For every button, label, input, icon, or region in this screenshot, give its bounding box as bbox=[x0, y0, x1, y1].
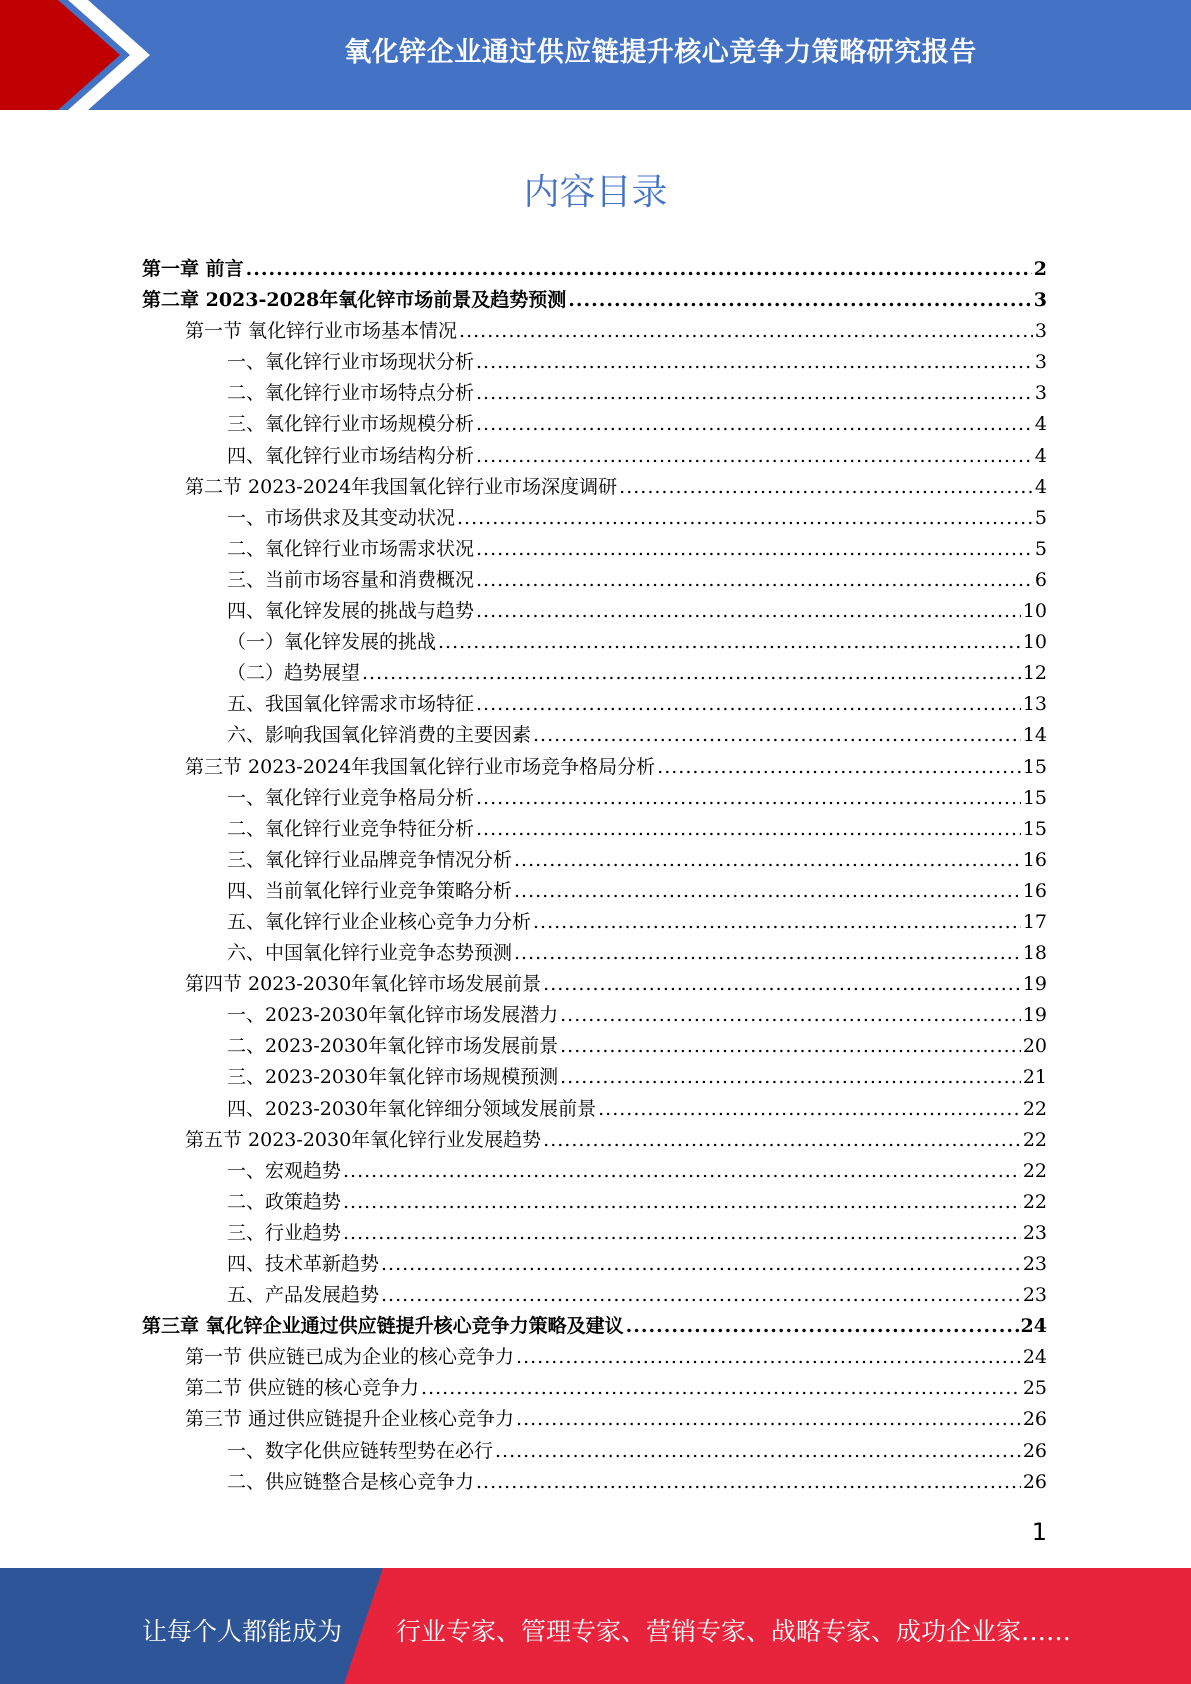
toc-entry-label: 二、氧化锌行业市场特点分析 bbox=[227, 382, 475, 405]
toc-leader-dots bbox=[476, 378, 1033, 409]
toc-entry-label: 第一节 氧化锌行业市场基本情况 bbox=[185, 320, 458, 343]
toc-entry[interactable] bbox=[142, 1156, 1047, 1187]
toc-leader-dots bbox=[438, 627, 1021, 658]
toc-leader-dots bbox=[476, 1467, 1021, 1498]
toc-leader-dots bbox=[514, 845, 1021, 876]
toc-leader-dots bbox=[568, 285, 1032, 316]
toc-entry-page: 3 bbox=[1034, 351, 1047, 374]
toc-entry-label: 五、我国氧化锌需求市场特征 bbox=[227, 693, 475, 716]
toc-entry[interactable] bbox=[142, 1094, 1047, 1125]
toc-entry-page: 22 bbox=[1022, 1190, 1047, 1213]
toc-entry-label: 二、供应链整合是核心竞争力 bbox=[227, 1470, 475, 1493]
toc-entry[interactable] bbox=[142, 1342, 1047, 1373]
toc-entry-page: 4 bbox=[1034, 444, 1047, 467]
toc-leader-dots bbox=[560, 1000, 1021, 1031]
toc-entry-label: 一、宏观趋势 bbox=[227, 1159, 342, 1182]
toc-entry[interactable] bbox=[142, 783, 1047, 814]
toc-leader-dots bbox=[533, 720, 1021, 751]
toc-leader-dots bbox=[533, 907, 1021, 938]
toc-entry-page: 25 bbox=[1022, 1377, 1047, 1400]
toc-leader-dots bbox=[657, 752, 1021, 783]
toc-entry-page: 23 bbox=[1022, 1253, 1047, 1275]
toc-leader-dots bbox=[343, 1156, 1021, 1187]
toc-entry-page: 15 bbox=[1022, 817, 1047, 840]
toc-leader-dots bbox=[343, 1218, 1021, 1249]
toc-entry-label: 五、产品发展趋势 bbox=[227, 1284, 380, 1307]
toc-entry[interactable] bbox=[142, 565, 1047, 596]
toc-entry-page: 19 bbox=[1022, 1004, 1047, 1027]
toc-entry[interactable] bbox=[142, 1404, 1047, 1435]
toc-leader-dots bbox=[476, 534, 1033, 565]
toc-entry-page: 15 bbox=[1022, 786, 1047, 809]
toc-entry[interactable] bbox=[142, 254, 1047, 285]
footer-slogan-right: 行业专家、管理专家、营销专家、战略专家、成功企业家…… bbox=[396, 1617, 1072, 1646]
toc-entry[interactable] bbox=[142, 1187, 1047, 1218]
toc-leader-dots bbox=[476, 409, 1033, 440]
toc-entry-page: 18 bbox=[1022, 942, 1047, 965]
toc-entry-label: 六、影响我国氧化锌消费的主要因素 bbox=[227, 724, 532, 747]
toc-entry-page: 26 bbox=[1022, 1408, 1047, 1431]
toc-leader-dots bbox=[362, 658, 1021, 689]
toc-entry[interactable] bbox=[142, 752, 1047, 783]
toc-entry[interactable] bbox=[142, 658, 1047, 689]
toc-entry-label: 四、氧化锌行业市场结构分析 bbox=[227, 444, 475, 467]
toc-entry-label: 一、氧化锌行业竞争格局分析 bbox=[227, 786, 475, 809]
toc-entry[interactable] bbox=[142, 1311, 1047, 1342]
toc-entry-page: 17 bbox=[1022, 910, 1047, 933]
toc-entry-label: 四、2023-2030年氧化锌细分领域发展前景 bbox=[227, 1097, 597, 1120]
toc-entry-page: 15 bbox=[1022, 755, 1047, 778]
toc-entry-page: 12 bbox=[1022, 662, 1047, 685]
toc-leader-dots bbox=[476, 596, 1021, 627]
toc-entry[interactable] bbox=[142, 1000, 1047, 1031]
toc-entry-label: 二、2023-2030年氧化锌市场发展前景 bbox=[227, 1035, 559, 1058]
toc-entry-label: 三、当前市场容量和消费概况 bbox=[227, 568, 475, 591]
toc-entry[interactable] bbox=[142, 1062, 1047, 1093]
toc-entry-label: 第四节 2023-2030年氧化锌市场发展前景 bbox=[185, 973, 542, 996]
toc-entry[interactable] bbox=[142, 1249, 1047, 1280]
toc-entry-page: 10 bbox=[1022, 600, 1047, 623]
toc-entry-page: 23 bbox=[1022, 1284, 1047, 1307]
toc-entry-label: 四、当前氧化锌行业竞争策略分析 bbox=[227, 879, 513, 902]
page-header bbox=[0, 0, 1191, 110]
toc-entry-page: 26 bbox=[1022, 1439, 1047, 1462]
toc-entry-label: 一、氧化锌行业市场现状分析 bbox=[227, 351, 475, 374]
toc-entry[interactable] bbox=[142, 534, 1047, 565]
toc-entry-page: 22 bbox=[1022, 1097, 1047, 1120]
toc-entry-label: 二、氧化锌行业市场需求状况 bbox=[227, 537, 475, 560]
toc-leader-dots bbox=[381, 1280, 1021, 1311]
toc-entry-page: 20 bbox=[1022, 1035, 1047, 1058]
toc-entry-label: 第二节 2023-2024年我国氧化锌行业市场深度调研 bbox=[185, 475, 618, 498]
toc-entry-page: 24 bbox=[1022, 1346, 1047, 1369]
toc-leader-dots bbox=[543, 969, 1021, 1000]
toc-leader-dots bbox=[495, 1436, 1021, 1467]
toc-entry-page: 5 bbox=[1034, 506, 1047, 529]
toc-entry[interactable] bbox=[142, 316, 1047, 347]
toc-entry[interactable] bbox=[142, 1125, 1047, 1156]
toc-leader-dots bbox=[476, 783, 1021, 814]
toc-entry-page: 5 bbox=[1034, 537, 1047, 560]
toc-entry-page: 24 bbox=[1020, 1315, 1047, 1338]
toc-entry-label: 三、行业趋势 bbox=[227, 1221, 342, 1244]
toc-entry-label: 一、数字化供应链转型势在必行 bbox=[227, 1439, 494, 1462]
toc-entry[interactable] bbox=[142, 472, 1047, 503]
toc-entry[interactable] bbox=[142, 907, 1047, 938]
toc-entry[interactable] bbox=[142, 1373, 1047, 1404]
toc-heading: 内容目录 bbox=[523, 172, 668, 213]
footer-slogan-left: 让每个人都能成为 bbox=[142, 1617, 343, 1646]
toc-entry-label: 一、市场供求及其变动状况 bbox=[227, 506, 456, 529]
toc-entry[interactable] bbox=[142, 596, 1047, 627]
toc-entry-page: 13 bbox=[1022, 693, 1047, 716]
toc-entry[interactable] bbox=[142, 347, 1047, 378]
toc-entry-label: 二、氧化锌行业竞争特征分析 bbox=[227, 817, 475, 840]
toc-entry-page: 16 bbox=[1022, 848, 1047, 871]
toc-leader-dots bbox=[421, 1373, 1021, 1404]
toc-entry-page: 10 bbox=[1022, 631, 1047, 654]
toc-entry[interactable] bbox=[142, 876, 1047, 907]
toc-entry-label: 三、氧化锌行业品牌竞争情况分析 bbox=[227, 848, 513, 871]
toc-entry-label: 第一章 前言 bbox=[142, 258, 244, 280]
toc-leader-dots bbox=[457, 503, 1033, 534]
toc-entry-page: 22 bbox=[1022, 1128, 1047, 1151]
toc-entry-label: 一、2023-2030年氧化锌市场发展潜力 bbox=[227, 1004, 559, 1027]
toc-leader-dots bbox=[476, 441, 1033, 472]
toc-leader-dots bbox=[516, 1342, 1021, 1373]
page-footer bbox=[0, 1568, 1191, 1684]
toc-leader-dots bbox=[246, 254, 1032, 285]
toc-entry-label: （二）趋势展望 bbox=[227, 662, 361, 685]
toc-entry-label: 六、中国氧化锌行业竞争态势预测 bbox=[227, 942, 513, 965]
toc-leader-dots bbox=[619, 472, 1033, 503]
toc-entry[interactable] bbox=[142, 969, 1047, 1000]
toc-entry[interactable] bbox=[142, 627, 1047, 658]
toc-entry-page: 22 bbox=[1022, 1159, 1047, 1182]
toc-leader-dots bbox=[476, 689, 1021, 720]
toc-entry-label: 三、2023-2030年氧化锌市场规模预测 bbox=[227, 1066, 559, 1089]
toc-entry-page: 3 bbox=[1034, 382, 1047, 405]
toc-entry-page: 4 bbox=[1034, 413, 1047, 436]
toc-leader-dots bbox=[543, 1125, 1021, 1156]
toc-entry-label: 第二节 供应链的核心竞争力 bbox=[185, 1377, 420, 1400]
toc-leader-dots bbox=[514, 876, 1021, 907]
toc-entry[interactable] bbox=[142, 814, 1047, 845]
toc-entry-page: 26 bbox=[1022, 1470, 1047, 1493]
toc-entry[interactable] bbox=[142, 378, 1047, 409]
page-number: 1 bbox=[1031, 1518, 1047, 1546]
toc-entry[interactable] bbox=[142, 845, 1047, 876]
toc-entry-label: 第三节 通过供应链提升企业核心竞争力 bbox=[185, 1408, 515, 1431]
toc-entry[interactable] bbox=[142, 689, 1047, 720]
toc-entry-page: 3 bbox=[1033, 289, 1047, 312]
toc-entry-page: 21 bbox=[1022, 1066, 1047, 1089]
toc-entry-page: 23 bbox=[1022, 1221, 1047, 1244]
toc-entry-page: 4 bbox=[1034, 475, 1047, 498]
toc-entry-label: 第二章 2023-2028年氧化锌市场前景及趋势预测 bbox=[142, 289, 567, 312]
toc-entry-page: 3 bbox=[1034, 320, 1047, 343]
toc-entry-label: 三、氧化锌行业市场规模分析 bbox=[227, 413, 475, 436]
toc-entry[interactable] bbox=[142, 285, 1047, 316]
toc-entry-page: 2 bbox=[1033, 258, 1047, 280]
toc-leader-dots bbox=[476, 814, 1021, 845]
toc-entry-page: 14 bbox=[1022, 724, 1047, 747]
toc-entry-label: 第一节 供应链已成为企业的核心竞争力 bbox=[185, 1346, 515, 1369]
toc-entry-label: 第三节 2023-2024年我国氧化锌行业市场竞争格局分析 bbox=[185, 755, 656, 778]
toc-entry-label: 第三章 氧化锌企业通过供应链提升核心竞争力策略及建议 bbox=[142, 1315, 624, 1338]
toc-leader-dots bbox=[343, 1187, 1021, 1218]
toc-leader-dots bbox=[381, 1249, 1021, 1280]
toc-leader-dots bbox=[560, 1062, 1021, 1093]
toc-leader-dots bbox=[476, 347, 1033, 378]
toc-leader-dots bbox=[626, 1311, 1019, 1342]
toc-entry-label: 四、技术革新趋势 bbox=[227, 1253, 380, 1275]
toc-leader-dots bbox=[459, 316, 1033, 347]
header-title: 氧化锌企业通过供应链提升核心竞争力策略研究报告 bbox=[344, 37, 977, 68]
toc-entry[interactable] bbox=[142, 503, 1047, 534]
toc-entry[interactable] bbox=[142, 1280, 1047, 1311]
toc-entry[interactable] bbox=[142, 720, 1047, 751]
toc-entry-label: 四、氧化锌发展的挑战与趋势 bbox=[227, 600, 475, 623]
toc-entry-label: 二、政策趋势 bbox=[227, 1190, 342, 1213]
toc-entry-label: （一）氧化锌发展的挑战 bbox=[227, 631, 437, 654]
toc-entry[interactable] bbox=[142, 938, 1047, 969]
toc-entry-page: 6 bbox=[1034, 568, 1047, 591]
toc-entry-label: 第五节 2023-2030年氧化锌行业发展趋势 bbox=[185, 1128, 542, 1151]
table-of-contents bbox=[142, 254, 1047, 1498]
toc-entry-page: 19 bbox=[1022, 973, 1047, 996]
toc-leader-dots bbox=[598, 1094, 1021, 1125]
toc-leader-dots bbox=[560, 1031, 1021, 1062]
toc-entry[interactable] bbox=[142, 409, 1047, 440]
toc-entry[interactable] bbox=[142, 1218, 1047, 1249]
toc-entry-label: 五、氧化锌行业企业核心竞争力分析 bbox=[227, 910, 532, 933]
toc-leader-dots bbox=[476, 565, 1033, 596]
toc-entry-page: 16 bbox=[1022, 879, 1047, 902]
toc-leader-dots bbox=[516, 1404, 1021, 1435]
toc-entry[interactable] bbox=[142, 1436, 1047, 1467]
toc-entry[interactable] bbox=[142, 1031, 1047, 1062]
toc-entry[interactable] bbox=[142, 1467, 1047, 1498]
toc-entry[interactable] bbox=[142, 441, 1047, 472]
toc-leader-dots bbox=[514, 938, 1021, 969]
